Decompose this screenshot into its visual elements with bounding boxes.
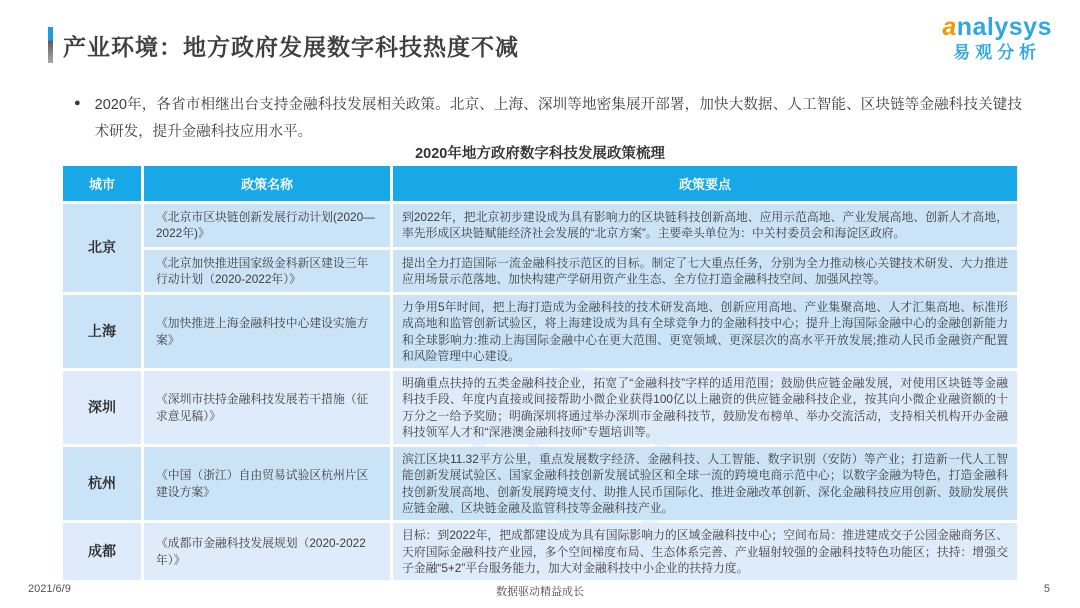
city-cell: 上海 <box>63 295 141 368</box>
policy-name-cell: 《北京加快推进国家级金科新区建设三年行动计划（2020-2022年）》 <box>144 250 390 293</box>
page-header <box>48 27 519 63</box>
footer-slogan: 数据驱动精益成长 <box>496 586 584 598</box>
city-cell: 深圳 <box>63 371 141 444</box>
table-row <box>63 295 1017 368</box>
logo-brand-rest: nalysys <box>956 13 1052 41</box>
policy-name-cell: 《深圳市扶持金融科技发展若干措施（征求意见稿）》 <box>144 371 390 444</box>
city-cell: 北京 <box>63 204 141 292</box>
bullet-icon: ● <box>74 97 81 109</box>
policy-points-cell: 明确重点扶持的五类金融科技企业，拓宽了“金融科技”字样的适用范围；鼓励供应链金融发展，对使用区块链等金融科技手段、年度内直接或间接帮助小微企业获得100亿以上融资的供应链金融科技企业，按其向小微企业融资额的十万分之一给予奖励；明确深圳将通过举办深圳市金融科技节，鼓励发布榜单、举办交流活动，支持相关机构开办金融科技领军人才和“深港澳金融科技师”专题培训等。 <box>393 371 1017 444</box>
table-title: 2020年地方政府数字科技发展政策梳理 <box>415 146 665 162</box>
policy-name-cell: 《中国（浙江）自由贸易试验区杭州片区建设方案》 <box>144 447 390 520</box>
policy-points-cell: 力争用5年时间，把上海打造成为金融科技的技术研发高地、创新应用高地、产业集聚高地、人才汇集高地、标准形成高地和监管创新试验区，将上海建设成为具有全球竞争力的金融科技中心；提升上海国际金融中心的金融创新能力和全球影响力:推动上海国际金融中心在更大范围、更宽领域、更深层次的高水平开放发展;推动人民币金融资产配置和风险管理中心建设。 <box>393 295 1017 368</box>
page-title: 产业环境：地方政府发展数字科技热度不减 <box>63 33 519 60</box>
city-cell: 成都 <box>63 523 141 580</box>
table-row <box>63 523 1017 580</box>
logo-swirl-a: a <box>942 13 957 41</box>
title-accent-bar <box>48 27 53 63</box>
table-row <box>63 371 1017 444</box>
policy-name-cell: 《成都市金融科技发展规划（2020-2022年）》 <box>144 523 390 580</box>
table-header-row <box>63 166 1017 201</box>
policy-table-body <box>63 204 1017 580</box>
column-header-policy-points: 政策要点 <box>393 166 1017 201</box>
policy-points-cell: 到2022年，把北京初步建设成为具有影响力的区块链科技创新高地、应用示范高地、产业发展高地、创新人才高地，率先形成区块链赋能经济社会发展的“北京方案”。主要牵头单位为：中关村委员会和海淀区政府。 <box>393 204 1017 247</box>
footer-date: 2021/6/9 <box>28 583 71 595</box>
intro-paragraph <box>74 92 1022 146</box>
policy-points-cell: 目标：到2022年，把成都建设成为具有国际影响力的区域金融科技中心；空间布局：推进建成交子公园金融商务区、天府国际金融科技产业园，多个空间梯度布局、生态体系完善、产业辐射较强的金融科技特色功能区；扶持：增强交子金融“5+2”平台服务能力，加大对金融科技中小企业的扶持力度。 <box>393 523 1017 580</box>
policy-name-cell: 《北京市区块链创新发展行动计划(2020—2022年)》 <box>144 204 390 247</box>
policy-name-cell: 《加快推进上海金融科技中心建设实施方案》 <box>144 295 390 368</box>
table-row <box>63 204 1017 247</box>
intro-text: 2020年，各省市相继出台支持金融科技发展相关政策。北京、上海、深圳等地密集展开部署，加快大数据、人工智能、区块链等金融科技关键技术研发，提升金融科技应用水平。 <box>94 97 1022 140</box>
column-header-city: 城市 <box>63 166 141 201</box>
footer <box>0 580 1080 602</box>
city-cell: 杭州 <box>63 447 141 520</box>
policy-table <box>60 163 1020 583</box>
policy-points-cell: 滨江区块11.32平方公里，重点发展数字经济、金融科技、人工智能、数字识别（安防）等产业；打造新一代人工智能创新发展试验区、国家金融科技创新发展试验区和全球一流的跨境电商示范中心；以数字金融为特色，打造金融科技创新发展高地、创新发展跨境支付、助推人民币国际化、推进金融改革创新、深化金融科技应用创新、鼓励发展供应链金融、区块链金融及监管科技等金融科技产业。 <box>393 447 1017 520</box>
column-header-policy-name: 政策名称 <box>144 166 390 201</box>
policy-points-cell: 提出全力打造国际一流金融科技示范区的目标。制定了七大重点任务，分别为全力推动核心关键技术研发、大力推进应用场景示范落地、加快构建产学研用资产业生态、全方位打造金融科技空间、加强风控等。 <box>393 250 1017 293</box>
table-row <box>63 250 1017 293</box>
analysys-logo <box>942 14 1052 62</box>
footer-page-number: 5 <box>1043 583 1050 595</box>
table-row <box>63 447 1017 520</box>
logo-brand-chinese: 易观分析 <box>953 42 1042 62</box>
logo-brand-text <box>942 14 1052 42</box>
